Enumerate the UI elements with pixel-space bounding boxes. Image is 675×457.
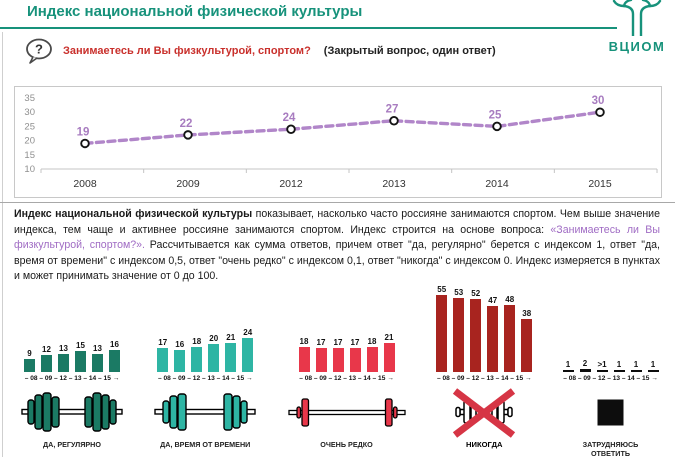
trend-chart [14,86,662,198]
bar-value-label: 17 [158,338,168,348]
answer-label: НИКОГДА [466,440,503,449]
bar-column [75,341,87,372]
bar-column [298,337,310,372]
bar-value-label: >1 [597,360,607,369]
bar-column [647,360,659,372]
bar [41,355,52,372]
bar-column [174,340,186,372]
answer-icon-row [597,384,624,440]
bar-value-label: 16 [175,339,185,349]
index-description [14,207,660,285]
y-tick-label: 25 [24,121,35,133]
bar-value-label: 17 [350,338,360,348]
bar-column [225,333,237,372]
bar [225,343,236,372]
page-title: Индекс национальной физической культуры [27,3,363,20]
bar-row [436,284,533,372]
bar-value-label: 1 [633,360,639,369]
bar-value-label: 12 [42,345,51,355]
vciom-logo [607,0,667,54]
y-tick-label: 20 [24,135,35,147]
bar-column [315,338,327,372]
trend-chart-svg [15,87,661,197]
bar-value-label: 18 [192,336,202,346]
bar-value-label: 17 [333,338,343,348]
question-text: Занимаетесь ли Вы физкультурой, спортом? [63,45,311,57]
vciom-tree-icon [609,0,665,36]
bar-value-label: 47 [488,296,498,306]
bar [316,348,327,372]
bar-column [157,338,169,372]
bar-column [24,349,36,372]
question-note: (Закрытый вопрос, один ответ) [323,45,496,57]
bar-column [613,360,625,372]
question-bubble-icon [24,38,54,64]
title-underline [0,27,617,29]
bar [109,350,120,372]
bar [299,347,310,372]
bar-column [579,359,591,372]
bar-value-label: 2 [582,359,588,369]
bar [75,351,86,372]
description-segment: Индекс национальной физической культуры [14,208,256,220]
bar-column [332,338,344,372]
x-tick-label: 2013 [382,178,406,190]
description-segment: показывает, насколько часто россияне занимаются спортом. Чем выше значение индекса, тем чаще и активнее россияне занимаются спортом. Индекс строится на основе вопроса: [14,208,660,236]
x-tick-label: 2012 [279,178,303,190]
bar [333,348,344,372]
data-point-label: 24 [282,112,296,125]
bar-value-label: 13 [59,343,68,353]
bar [157,348,168,372]
svg-text:?: ? [35,41,43,57]
dumbbell-medium-icon [153,386,257,438]
bar-value-label: 13 [93,343,102,353]
bar [580,369,591,372]
bar-column [191,337,203,372]
mini-x-axis: – 08 – 09 – 12 – 13 – 14 – 15 → [24,375,120,382]
data-point-marker [596,108,604,116]
answer-group-from-time-to-time [153,284,257,457]
bar [367,347,378,372]
bar-value-label: 17 [316,338,326,348]
bar-column [366,337,378,372]
bar-column [383,333,395,372]
bar [436,295,447,372]
answer-label: ЗАТРУДНЯЮСЬ ОТВЕТИТЬ [582,440,639,457]
bar-value-label: 1 [565,360,571,369]
y-tick-label: 15 [24,149,35,161]
bar-column [58,344,70,372]
y-tick-label: 35 [24,93,35,104]
answer-group-hard-to-answer [562,284,659,457]
mini-x-axis: – 08 – 09 – 12 – 13 – 14 – 15 → [299,375,394,382]
bar-column [562,360,574,372]
bar-column [596,360,608,372]
answer-group-regularly [20,284,124,457]
y-tick-label: 30 [24,107,35,119]
bar-column [92,344,104,372]
bar-value-label: 48 [505,294,515,304]
bar-column [521,309,533,372]
bar [521,319,532,372]
bar-value-label: 38 [522,308,532,318]
vciom-logo-text: ВЦИОМ [608,39,666,54]
paragraph-divider [0,202,675,203]
bar [24,359,35,372]
bar-row [24,284,121,372]
answer-label: ОЧЕНЬ РЕДКО [320,440,373,449]
bar [92,354,103,372]
x-tick-label: 2014 [485,178,509,190]
x-tick-label: 2015 [588,178,612,190]
bar [631,370,642,372]
bar-column [436,285,448,372]
answer-group-very-rarely [287,284,407,457]
bar [191,347,202,372]
bar [563,370,574,372]
answer-icon-row [153,384,257,440]
data-point-label: 27 [385,103,399,116]
bar-value-label: 24 [243,328,253,338]
bar-value-label: 18 [299,336,309,346]
data-point-marker [390,117,398,125]
answer-bar-charts [0,284,675,457]
answer-icon-row [20,384,124,440]
bar [648,370,659,372]
question-row [24,38,496,64]
data-point-marker [184,131,192,139]
bar-value-label: 1 [650,360,656,369]
dumbbell-crossed-icon [450,383,518,441]
bar [384,343,395,372]
data-point-marker [493,123,501,131]
data-point-label: 25 [488,109,502,122]
bar-column [109,340,121,372]
answer-icon-row [450,384,518,440]
answer-group-never [436,284,533,457]
bar-row [157,284,254,372]
bar-value-label: 53 [454,287,464,297]
data-point-label: 30 [591,95,605,108]
bar-row [298,284,395,372]
bar [208,344,219,372]
bar [614,370,625,372]
bar-value-label: 21 [226,332,236,342]
x-tick-label: 2008 [73,178,97,190]
dumbbell-heavy-icon [20,386,124,438]
bar-value-label: 15 [76,341,85,350]
bar [350,348,361,372]
data-point-marker [81,140,89,148]
bar-column [453,288,465,372]
description-segment: «Занимаетесь ли Вы физкультурой, спортом?». [14,223,660,252]
description-segment: Рассчитывается как сумма ответов, причем ответ "да, регулярно" берется с индексом 1, ответ "да, время от времени" с индексом 0,5, ответ "очень редко" с индексом 0,1, ответ "никогда" с индексом 0. Индекс измеряется в пунктах и может принимать значение от 0 до 100. [14,239,660,283]
bar-column [630,360,642,372]
x-tick-label: 2009 [176,178,200,190]
black-square-icon [597,399,624,426]
bar [487,306,498,372]
data-point-label: 22 [179,117,193,130]
data-point-label: 19 [76,126,90,139]
bar-row [562,284,659,372]
bar [58,354,69,372]
bar-column [242,328,254,372]
bar [470,299,481,372]
bar-value-label: 55 [437,285,447,294]
bar [174,350,185,372]
bar-column [470,289,482,372]
mini-x-axis: – 08 – 09 – 12 – 13 – 14 – 15 → [436,375,532,382]
bar [453,298,464,372]
bar-value-label: 16 [110,339,119,349]
mini-x-axis: – 08 – 09 – 12 – 13 – 14 – 15 → [157,375,253,382]
bar-column [208,334,220,372]
trend-line [85,112,600,143]
bar-value-label: 21 [384,332,394,342]
mini-x-axis: – 08 – 09 – 12 – 13 – 14 – 15 → [563,375,658,382]
data-point-marker [287,125,295,133]
bar-value-label: 20 [209,334,219,343]
bar-value-label: 52 [471,289,481,299]
bar-value-label: 1 [616,360,622,369]
bar-column [487,296,499,372]
answer-label: ДА, РЕГУЛЯРНО [43,440,101,449]
answer-icon-row [287,384,407,440]
bar-value-label: 18 [367,336,377,346]
bar [597,370,608,372]
bar [504,305,515,372]
bar [242,338,253,372]
bar-column [41,345,53,372]
answer-label: ДА, ВРЕМЯ ОТ ВРЕМЕНИ [160,440,251,449]
bar-value-label: 9 [27,349,32,359]
bar-column [504,295,516,372]
barbell-light-icon [287,389,407,435]
bar-column [349,338,361,372]
y-tick-label: 10 [24,164,35,175]
